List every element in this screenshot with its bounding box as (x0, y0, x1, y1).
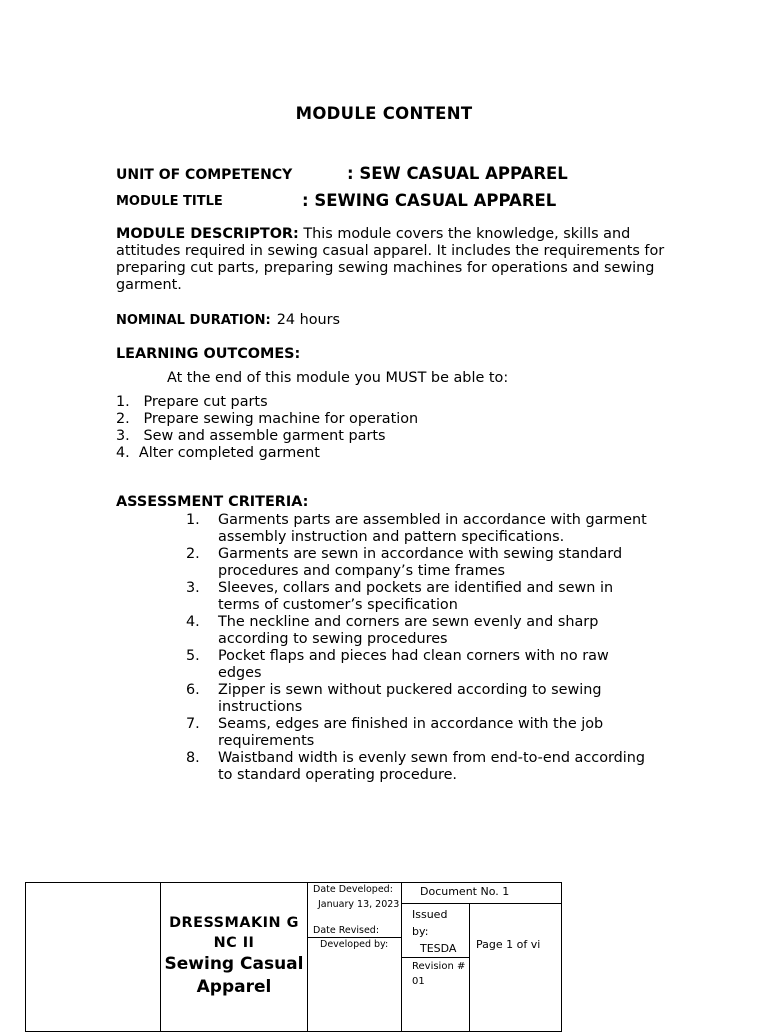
module-title-value: : SEWING CASUAL APPAREL (302, 191, 557, 210)
module-title-label: MODULE TITLE (116, 194, 223, 209)
nominal-duration-value: 24 hours (276, 312, 341, 328)
revision-value: 01 (412, 976, 425, 987)
document-footer-table (25, 882, 562, 1032)
footer-dates-cell (308, 883, 402, 938)
assessment-criteria-list (0, 512, 648, 784)
learning-outcomes-intro: At the end of this module you MUST be able to: (167, 370, 509, 386)
page-title: MODULE CONTENT (295, 104, 473, 123)
learning-outcomes-heading: LEARNING OUTCOMES: (116, 346, 301, 362)
list-item: 3. Sew and assemble garment parts (116, 428, 386, 444)
list-text: Garments are sewn in accordance with sewing standard procedures and company’s time frames (218, 546, 623, 579)
assessment-criteria-heading: ASSESSMENT CRITERIA: (116, 494, 309, 510)
list-item (0, 648, 648, 682)
footer-logo-cell (26, 883, 161, 1032)
list-number: 2. (186, 546, 200, 562)
unit-of-competency-label: UNIT OF COMPETENCY (116, 167, 293, 183)
issued-by-cell (402, 904, 470, 958)
course-code: DRESSMAKIN G NC II (169, 915, 299, 951)
date-developed-value: January 13, 2023 (318, 899, 400, 910)
nominal-duration (116, 312, 340, 328)
module-descriptor-label: MODULE DESCRIPTOR: (116, 226, 299, 242)
unit-of-competency-value: : SEW CASUAL APPAREL (347, 164, 568, 183)
module-descriptor (116, 226, 676, 294)
developed-by-label: Developed by: (308, 938, 402, 1032)
list-number: 7. (186, 716, 200, 732)
list-text: Seams, edges are finished in accordance with the job requirements (218, 716, 604, 749)
list-item (0, 580, 648, 614)
list-number: 8. (186, 750, 200, 766)
revision-label: Revision # (412, 961, 466, 972)
date-developed-label: Date Developed: (313, 884, 393, 895)
issued-by-value: TESDA (420, 942, 457, 955)
list-item: 2. Prepare sewing machine for operation (116, 411, 419, 427)
list-item (0, 546, 648, 580)
list-text: Waistband width is evenly sewn from end-to-end according to standard operating procedure. (218, 750, 646, 783)
list-item: 1. Prepare cut parts (116, 394, 268, 410)
list-number: 3. (186, 580, 200, 596)
course-name: Sewing Casual Apparel (164, 954, 304, 997)
date-revised-label: Date Revised: (313, 925, 380, 936)
module-descriptor-text: This module covers the knowledge, skills and attitudes required in sewing casual apparel. It includes the requirements for preparing cut parts, preparing sewing machines for operations and sewing garment. (116, 226, 665, 293)
list-item (0, 682, 648, 716)
list-item (0, 716, 648, 750)
list-item (0, 614, 648, 648)
list-number: 6. (186, 682, 200, 698)
nominal-duration-label: NOMINAL DURATION: (116, 313, 271, 328)
list-text: Pocket flaps and pieces had clean corners with no raw edges (218, 648, 609, 681)
footer-course-cell (161, 883, 308, 1032)
document-number: Document No. 1 (402, 883, 562, 904)
list-text: Garments parts are assembled in accordance with garment assembly instruction and pattern specifications. (218, 512, 647, 545)
list-number: 4. (186, 614, 200, 630)
issued-by-label: Issued by: (412, 908, 448, 938)
list-text: Zipper is sewn without puckered according to sewing instructions (218, 682, 602, 715)
page-number: Page 1 of vi (470, 904, 562, 1032)
list-item (0, 512, 648, 546)
list-text: The neckline and corners are sewn evenly and sharp according to sewing procedures (218, 614, 599, 647)
list-number: 5. (186, 648, 200, 664)
learning-outcomes-list (116, 394, 418, 462)
list-item (0, 750, 648, 784)
list-number: 1. (186, 512, 200, 528)
revision-cell (402, 958, 470, 1032)
list-text: Sleeves, collars and pockets are identified and sewn in terms of customer’s specification (218, 580, 614, 613)
list-item: 4. Alter completed garment (116, 445, 320, 461)
